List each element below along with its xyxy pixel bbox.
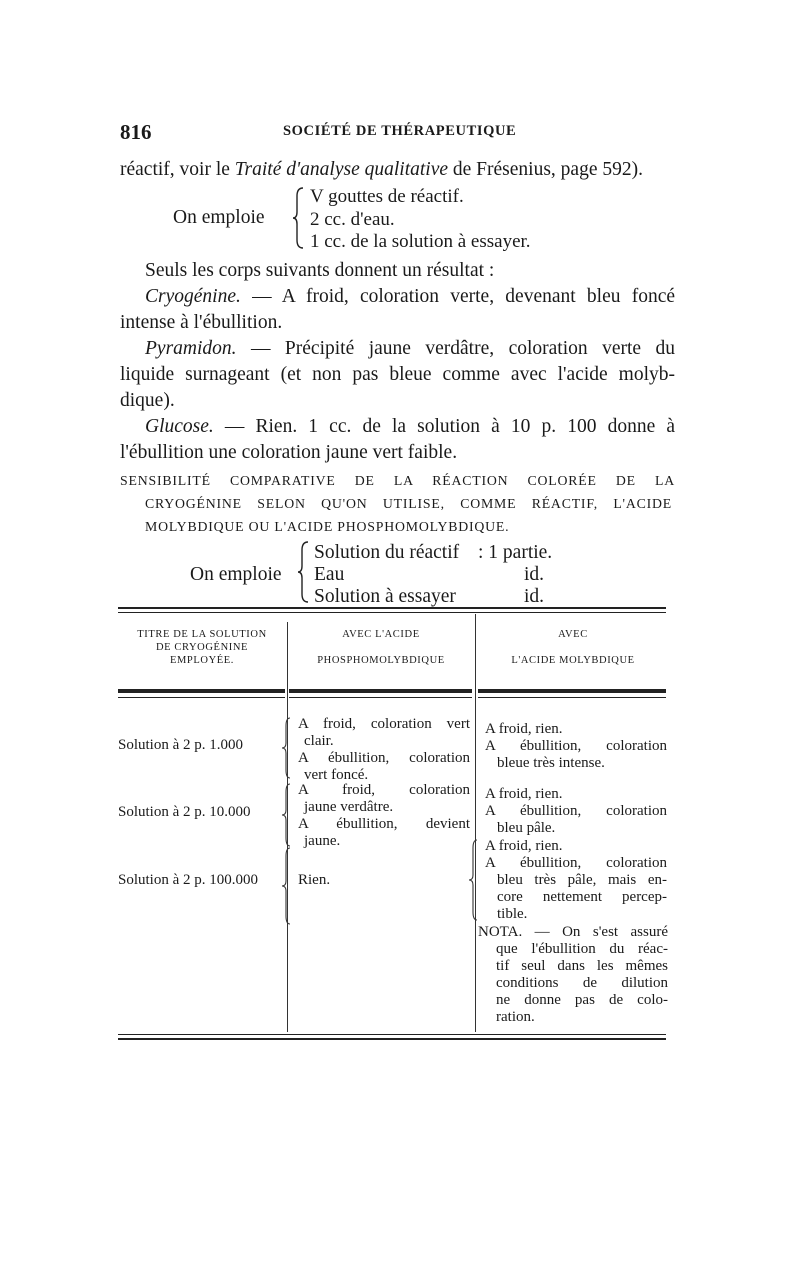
cell-brace — [281, 716, 291, 780]
cell-line: A ébullition, coloration — [485, 738, 667, 754]
entry-text: — Précipité jaune verdâtre, coloration verte du — [250, 338, 675, 359]
emploie-2-row-name: Solution du réactif — [314, 542, 460, 563]
section-title-line-3: MOLYBDIQUE OU L'ACIDE PHOSPHOMOLYBDIQUE. — [145, 519, 510, 534]
brace-1 — [293, 186, 305, 250]
header-line: DE CRYOGÉNINE — [155, 642, 249, 653]
table-top-rule — [118, 612, 666, 613]
entry-name: Cryogénine. — [145, 286, 241, 307]
cell-brace — [468, 838, 478, 922]
intro-prefix: réactif, voir le — [120, 159, 235, 180]
entry-glucose-line-2: l'ébullition une coloration jaune vert faible. — [120, 442, 458, 463]
header-line: EMPLOYÉE. — [169, 655, 235, 666]
emploie-1-item: V gouttes de réactif. — [310, 186, 464, 207]
header-line: TITRE DE LA SOLUTION — [137, 629, 267, 640]
header-underline — [289, 697, 472, 698]
header-underline — [478, 697, 666, 698]
nota-line: ne donne pas de colo- — [496, 992, 668, 1008]
section-title-line-2: CRYOGÉNINE SELON QU'ON UTILISE, COMME RÉACTIF, L'ACIDE — [145, 496, 672, 511]
header-underline — [478, 689, 666, 693]
cell-line: jaune. — [304, 833, 341, 849]
row-phospho-cell — [298, 782, 470, 850]
cell-line: A ébullition, coloration — [485, 855, 667, 871]
table-bottom-rule — [118, 1038, 666, 1040]
entry-name: Glucose. — [145, 416, 214, 437]
nota-line: NOTA. — On s'est assuré — [478, 924, 668, 940]
row-phospho-cell — [298, 872, 470, 889]
row-title: Solution à 2 p. 1.000 — [118, 737, 244, 753]
emploie-2-row-name: Solution à essayer — [314, 586, 456, 607]
cell-line: A froid, rien. — [485, 838, 563, 854]
emploie-label-2: On emploie — [190, 564, 282, 585]
table-header-molyb — [478, 628, 668, 667]
section-title-line-1: SENSIBILITÉ COMPARATIVE DE LA RÉACTION COLORÉE DE LA — [120, 473, 675, 488]
row-molyb-cell — [485, 786, 667, 837]
emploie-1-item: 1 cc. de la solution à essayer. — [310, 231, 531, 252]
nota-line: ration. — [496, 1009, 535, 1025]
header-underline — [289, 689, 472, 693]
entry-glucose-line-1 — [120, 413, 675, 440]
column-divider — [475, 614, 476, 1032]
entry-text: — Rien. 1 cc. de la solution à 10 p. 100 donne à — [224, 416, 675, 437]
row-molyb-cell — [485, 721, 667, 772]
cell-brace — [281, 846, 291, 926]
page-number: 816 — [120, 120, 152, 144]
intro-line — [120, 156, 643, 183]
cell-line: A ébullition, coloration — [298, 750, 470, 766]
entry-pyramidon-line-3: dique). — [120, 390, 175, 411]
header-line: AVEC — [558, 629, 588, 640]
cell-line: tible. — [497, 906, 528, 922]
table-header-phospho — [289, 628, 473, 667]
header-line: AVEC L'ACIDE — [342, 629, 420, 640]
cell-line: jaune verdâtre. — [304, 799, 394, 815]
cell-line: bleue très intense. — [497, 755, 605, 771]
table-bottom-rule — [118, 1034, 666, 1035]
cell-brace — [281, 782, 291, 848]
cell-line: vert foncé. — [304, 767, 369, 783]
intro-suffix: de Frésenius, page 592). — [448, 159, 643, 180]
entry-text: — A froid, coloration verte, devenant bleu foncé — [252, 286, 676, 307]
cell-line: bleu pâle. — [497, 820, 556, 836]
cell-line: Rien. — [298, 872, 331, 888]
running-head: SOCIÉTÉ DE THÉRAPEUTIQUE — [283, 123, 517, 139]
emploie-1-item: 2 cc. d'eau. — [310, 209, 395, 230]
emploie-2-row-name: Eau — [314, 564, 345, 585]
cell-line: A froid, coloration vert — [298, 716, 470, 732]
header-line: PHOSPHOMOLYBDIQUE — [317, 655, 445, 666]
results-intro: Seuls les corps suivants donnent un résultat : — [145, 260, 495, 281]
nota-line: conditions de dilution — [496, 975, 668, 991]
cell-line: A froid, coloration — [298, 782, 470, 798]
cell-line: A ébullition, devient — [298, 816, 470, 832]
cell-line: core nettement percep- — [497, 889, 667, 905]
intro-book-title: Traité d'analyse qualitative — [234, 159, 449, 180]
header-underline — [118, 689, 285, 693]
entry-cryogenine-line-2: intense à l'ébullition. — [120, 312, 283, 333]
row-phospho-cell — [298, 716, 470, 784]
table-top-rule — [118, 607, 666, 609]
brace-2 — [298, 540, 310, 604]
cell-line: bleu très pâle, mais en- — [497, 872, 667, 888]
entry-cryogenine-line-1 — [120, 283, 675, 310]
header-line: L'ACIDE MOLYBDIQUE — [511, 655, 635, 666]
cell-line: A ébullition, coloration — [485, 803, 667, 819]
cell-line: A froid, rien. — [485, 721, 563, 737]
nota-line: tif seul dans les mêmes — [496, 958, 668, 974]
entry-pyramidon-line-2: liquide surnageant (et non pas bleue comme avec l'acide molyb- — [120, 364, 675, 385]
row-molyb-cell — [485, 838, 667, 923]
cell-line: clair. — [304, 733, 334, 749]
entry-pyramidon-line-1 — [120, 335, 675, 362]
emploie-label-1: On emploie — [173, 207, 265, 228]
header-underline — [118, 697, 285, 698]
emploie-2-row-value: id. — [524, 564, 545, 585]
emploie-2-row-value: id. — [524, 586, 545, 607]
nota-line: que l'ébullition du réac- — [496, 941, 668, 957]
entry-name: Pyramidon. — [145, 338, 237, 359]
row-title: Solution à 2 p. 100.000 — [118, 872, 259, 888]
emploie-2-row-value: : 1 partie. — [478, 542, 553, 563]
cell-line: A froid, rien. — [485, 786, 563, 802]
table-nota — [478, 924, 668, 1026]
table-header-title — [118, 628, 286, 667]
row-title: Solution à 2 p. 10.000 — [118, 804, 251, 820]
